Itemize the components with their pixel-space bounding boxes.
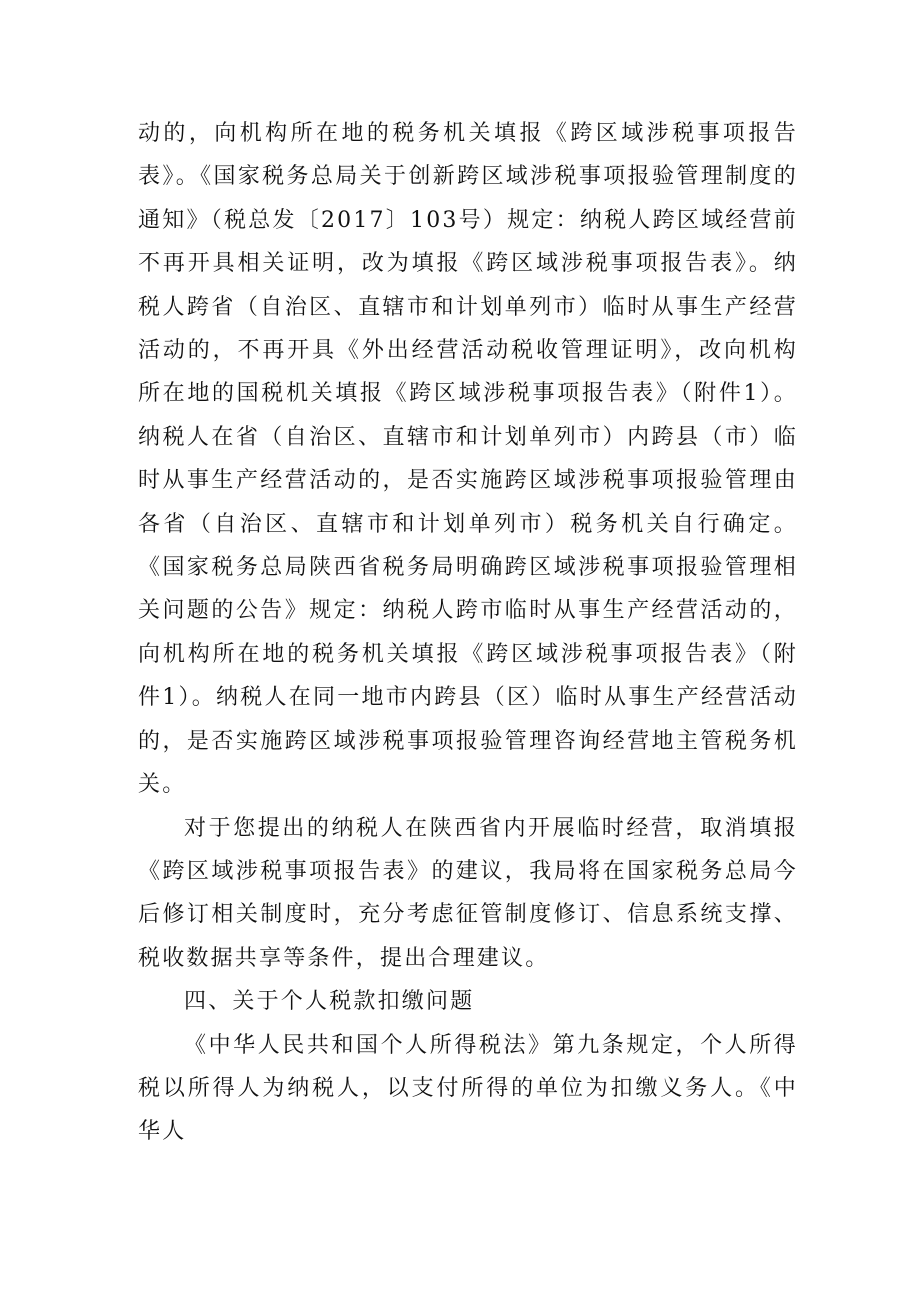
paragraph-income-tax-law: 《中华人民共和国个人所得税法》第九条规定，个人所得税以所得人为纳税人，以支付所得的单位为扣缴义务人。《中华人 [138, 1032, 798, 1145]
paragraph-continuation: 动的，向机构所在地的税务机关填报《跨区域涉税事项报告表》。《国家税务总局关于创新跨区域涉税事项报验管理制度的通知》（税总发〔2017〕103号）规定：纳税人跨区域经营前不再开具相关证明，改为填报《跨区域涉税事项报告表》。纳税人跨省（自治区、直辖市和计划单列市）临时从事生产经营活动的，不再开具《外出经营活动税收管理证明》，改向机构所在地的国税机关填报《跨区域涉税事项报告表》（附件1）。纳税人在省（自治区、直辖市和计划单列市）内跨县（市）临时从事生产经营活动的，是否实施跨区域涉税事项报验管理由各省（自治区、直辖市和计划单列市）税务机关自行确定。《国家税务总局陕西省税务局明确跨区域涉税事项报验管理相关问题的公告》规定：纳税人跨市临时从事生产经营活动的，向机构所在地的税务机关填报《跨区域涉税事项报告表》（附件1）。纳税人在同一地市内跨县（区）临时从事生产经营活动的，是否实施跨区域涉税事项报验管理咨询经营地主管税务机关。 [138, 121, 798, 798]
document-body [138, 112, 798, 1154]
section-heading: 四、关于个人税款扣缴问题 [184, 989, 475, 1015]
paragraph-suggestion-response: 对于您提出的纳税人在陕西省内开展临时经营，取消填报《跨区域涉税事项报告表》的建议，我局将在国家税务总局今后修订相关制度时，充分考虑征管制度修订、信息系统支撑、税收数据共享等条件，提出合理建议。 [138, 815, 798, 971]
